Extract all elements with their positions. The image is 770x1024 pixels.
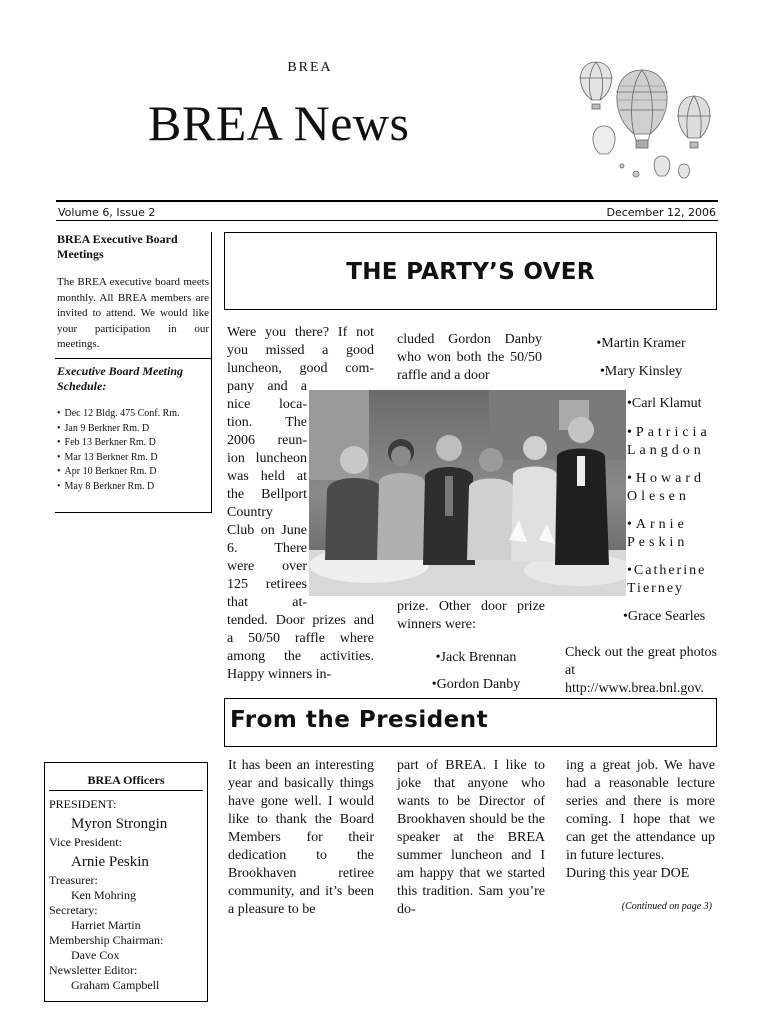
article-line: was held at — [227, 469, 307, 484]
article-line: the Bellport — [227, 487, 307, 502]
winner-item: •Martin Kramer — [596, 336, 686, 351]
party-headline-box — [224, 232, 717, 310]
article-line: a 50/50 raffle where — [227, 631, 374, 646]
volume-issue: Volume 6, Issue 2 — [58, 206, 156, 219]
masthead-title: BREA News — [148, 95, 410, 151]
article-line: ion luncheon — [227, 451, 307, 466]
party-column-3 — [565, 332, 717, 698]
party-column-2-bottom — [397, 598, 545, 698]
schedule-list — [57, 407, 180, 494]
officers-title: BREA Officers — [49, 773, 203, 791]
article-line: were over — [227, 559, 307, 574]
schedule-item: • Dec 12 Bldg. 475 Conf. Rm. — [57, 407, 180, 422]
schedule-item: • May 8 Berkner Rm. D — [57, 480, 180, 495]
party-column-2-top: cluded Gordon Danby who won both the 50/50 raffle and a door — [397, 332, 542, 383]
schedule-item: • Mar 13 Berkner Rm. D — [57, 451, 180, 466]
article-line: Country — [227, 505, 273, 520]
officer-name: Graham Campbell — [71, 978, 160, 992]
winner-item: •Howard Olesen — [627, 471, 705, 504]
winner-item: •Grace Searles — [623, 609, 706, 624]
officer-name: Dave Cox — [71, 948, 120, 962]
article-line: you missed a good — [227, 343, 374, 358]
schedule-item: • Feb 13 Berkner Rm. D — [57, 436, 180, 451]
issue-date: December 12, 2006 — [606, 206, 716, 219]
officer-name: Myron Strongin — [71, 816, 168, 832]
article-line: pany and a — [227, 379, 307, 394]
door-prize-intro: prize. Other door prize winners were: — [397, 599, 545, 632]
winner-item: •Gordon Danby — [431, 677, 521, 692]
exec-board-body: The BREA executive board meets monthly. All BREA members are invited to attend. We would like your participation in our meetings. — [57, 276, 209, 350]
exec-board-sidebar — [55, 232, 212, 513]
masthead-org: BREA — [287, 60, 333, 75]
article-line: tended. Door prizes and — [227, 613, 374, 628]
officers-list — [49, 797, 205, 993]
officer-name: Arnie Peskin — [71, 854, 149, 870]
winner-item: •Carl Klamut — [627, 396, 702, 411]
officer-role: Membership Chairman: — [49, 933, 164, 947]
president-headline: From the President — [230, 707, 489, 733]
winner-item: •Catherine Tierney — [627, 563, 707, 596]
officer-role: Treasurer: — [49, 873, 98, 887]
article-line: nice loca- — [227, 397, 307, 412]
article-line: that at- — [227, 595, 307, 610]
president-column-3-continued-text: During this year DOE — [566, 866, 690, 881]
winner-item: •Mary Kinsley — [599, 364, 683, 379]
photos-link-text: Check out the great photos at http://www.brea.bnl.gov. — [565, 645, 717, 696]
officers-sidebar — [44, 762, 208, 1002]
winner-item: •Jack Brennan — [435, 650, 517, 665]
article-line: 125 retirees — [227, 577, 307, 592]
article-line: tion. The — [227, 415, 307, 430]
article-line: 2006 reun- — [227, 433, 307, 448]
schedule-item: • Apr 10 Berkner Rm. D — [57, 465, 180, 480]
officer-role: PRESIDENT: — [49, 797, 117, 811]
article-line: Happy winners in- — [227, 667, 332, 682]
article-line: 6. There — [227, 541, 307, 556]
winner-item: •Patricia Langdon — [627, 425, 711, 458]
issue-bar — [56, 206, 718, 222]
continued-note: (Continued on page 3) — [621, 901, 712, 912]
winner-item: •Arnie Peskin — [627, 517, 689, 550]
officer-role: Vice President: — [49, 835, 122, 849]
hot-air-balloons-illustration — [574, 56, 724, 191]
article-line: among the activities. — [227, 649, 374, 664]
officer-role: Newsletter Editor: — [49, 963, 138, 977]
officer-name: Harriet Martin — [71, 918, 141, 932]
president-column-2: part of BREA. I like to joke that anyone who wants to be Director of Brookhaven should be the speaker at the BREA summer luncheon and I am happy that we started this tradition. Sam you’re do- — [397, 758, 545, 917]
schedule-title: Executive Board Meeting Schedule: — [57, 364, 183, 393]
exec-board-title: BREA Executive Board Meetings — [57, 232, 178, 261]
party-headline: THE PARTY’S OVER — [346, 259, 595, 285]
article-line: luncheon, good com- — [227, 361, 374, 376]
president-column-1: It has been an interesting year and basically things have gone well. I would like to thank the Board Members for their dedication to the Brookhaven retiree community, and it’s been a pleasure to be — [228, 758, 374, 917]
president-headline-box — [224, 698, 717, 747]
officer-name: Ken Mohring — [71, 888, 136, 902]
schedule-item: • Jan 9 Berkner Rm. D — [57, 422, 180, 437]
officer-role: Secretary: — [49, 903, 98, 917]
president-column-3 — [566, 757, 715, 883]
article-line: Were you there? If not — [227, 325, 374, 340]
president-column-3-text: ing a great job. We have had a reasonable lecture series and there is more coming. I hope that we can get the attendance up in future lectures. — [566, 758, 715, 863]
article-line: Club on June — [227, 523, 307, 538]
